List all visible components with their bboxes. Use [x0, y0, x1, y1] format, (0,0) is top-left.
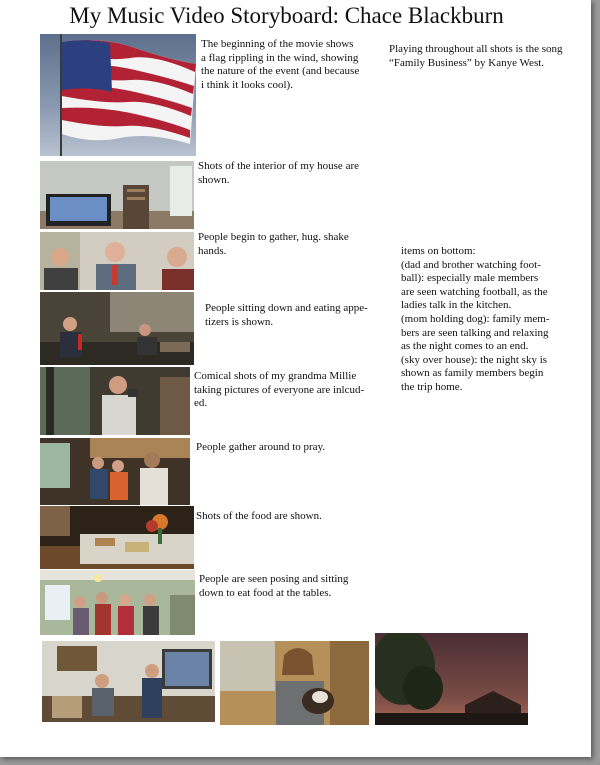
text-line: the trip home. — [401, 380, 463, 393]
text-line: People begin to gather, hug. shake — [198, 231, 349, 243]
posing-photo — [40, 570, 195, 635]
text-line: Shots of the food are shown. — [196, 510, 322, 522]
grandma-photo — [40, 367, 190, 435]
shot-3-description — [198, 231, 383, 258]
night-sky-photo — [375, 633, 528, 725]
text-line: People gather around to pray. — [196, 441, 326, 453]
pray-photo — [40, 438, 190, 505]
flag-photo — [40, 34, 196, 156]
text-line: The beginning of the movie shows — [201, 38, 354, 50]
shot-1-description — [201, 38, 381, 92]
text-line: People are seen posing and sitting — [199, 573, 349, 585]
house-interior-photo — [40, 161, 194, 229]
text-line: bers are seen talking and relaxing — [401, 326, 549, 339]
bottom-items-notes — [401, 245, 576, 395]
shot-2-description — [198, 160, 383, 187]
text-line: (dad and brother watching foot- — [401, 258, 541, 271]
text-line: a flag rippling in the wind, showing — [201, 51, 359, 64]
greeting-photo — [40, 232, 194, 290]
appetizers-photo — [40, 292, 194, 365]
shot-5-description — [194, 370, 384, 411]
text-line: down to eat food at the tables. — [199, 586, 332, 599]
text-line: (sky over house): the night sky is — [401, 353, 548, 366]
text-line: ball): especially male members — [401, 272, 539, 285]
text-line: items on bottom: — [401, 245, 476, 257]
shot-8-description — [199, 573, 384, 600]
shot-7-description — [196, 510, 381, 524]
text-line: i think it looks cool). — [201, 78, 293, 91]
text-line: are seen watching football, as the — [401, 285, 548, 298]
text-line: Comical shots of my grandma Millie — [194, 370, 357, 382]
text-line: the nature of the event (and because — [201, 65, 360, 78]
text-line: ladies talk in the kitchen. — [401, 299, 512, 312]
song-note: Playing throughout all shots is the song “Family Business” by Kanye West. — [389, 43, 563, 69]
shot-6-description — [196, 441, 381, 455]
text-line: as the night comes to an end. — [401, 340, 529, 353]
dad-brother-photo — [42, 641, 215, 722]
mom-dog-photo — [220, 641, 369, 725]
text-line: tizers is shown. — [205, 315, 274, 328]
shot-4-description — [205, 302, 385, 329]
page-title: My Music Video Storyboard: Chace Blackburn — [69, 3, 504, 28]
text-line: (mom holding dog): family mem- — [401, 312, 550, 325]
food-photo — [40, 506, 194, 569]
text-line: shown. — [198, 173, 230, 186]
text-line: taking pictures of everyone are inlcud- — [194, 383, 365, 396]
text-line: hands. — [198, 244, 227, 257]
text-line: Shots of the interior of my house are — [198, 160, 359, 172]
text-line: shown as family members begin — [401, 367, 544, 380]
text-line: People sitting down and eating appe- — [205, 302, 368, 314]
text-line: ed. — [194, 397, 208, 410]
